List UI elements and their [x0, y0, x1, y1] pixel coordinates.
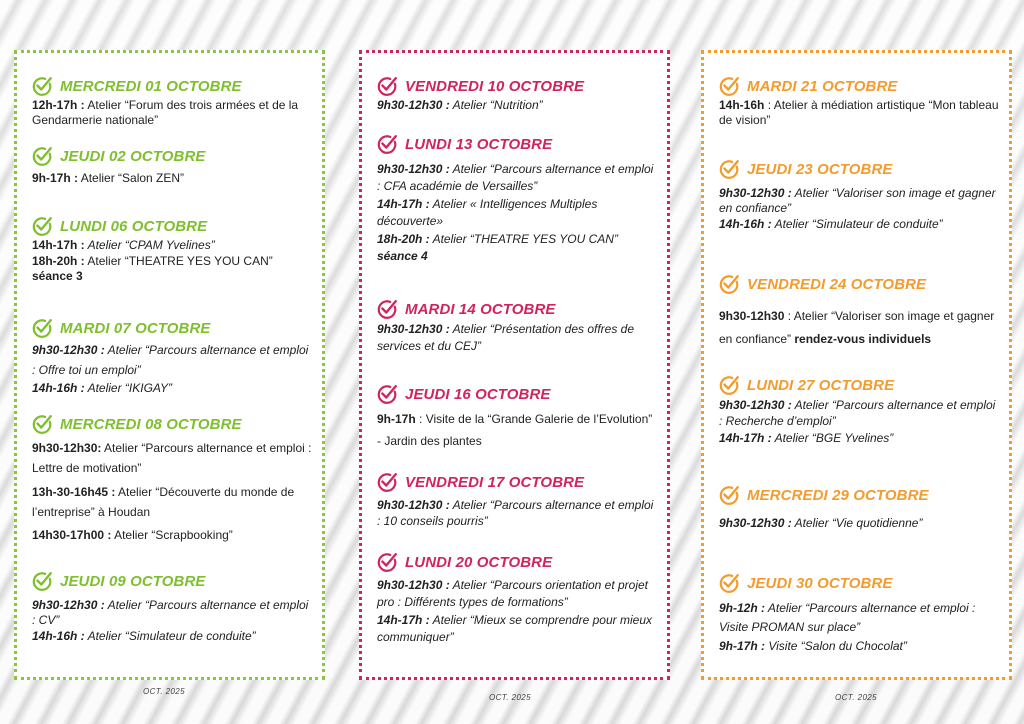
event: 9h30-12h30 : Atelier “Parcours alternance et emploi : 10 conseils pourris” [377, 498, 654, 528]
event: 14h-17h : Atelier “BGE Yvelines” [719, 431, 894, 445]
check-circle-icon [718, 572, 740, 594]
day-block [376, 298, 657, 355]
day-block [376, 75, 657, 113]
event: 9h30-12h30: Atelier “Parcours alternance et emploi : Lettre de motivation” [32, 441, 312, 475]
day-heading: VENDREDI 17 OCTOBRE [376, 471, 657, 493]
check-circle-icon [31, 145, 53, 167]
day-block [31, 570, 312, 644]
day-heading: JEUDI 23 OCTOBRE [718, 158, 999, 180]
day-heading: LUNDI 06 OCTOBRE [31, 215, 312, 237]
panel-week-2 [359, 50, 670, 680]
event: 13h-30-16h45 : Atelier “Découverte du monde de l’entreprise” à Houdan [32, 485, 295, 519]
check-circle-icon [31, 215, 53, 237]
check-circle-icon [718, 75, 740, 97]
day-heading: JEUDI 16 OCTOBRE [376, 383, 657, 405]
day-block [376, 383, 657, 452]
event: 9h30-12h30 : Atelier “Parcours alternance et emploi : Offre toi un emploi” [32, 343, 309, 377]
check-circle-icon [31, 570, 53, 592]
day-heading: JEUDI 09 OCTOBRE [31, 570, 312, 592]
day-block [31, 145, 312, 186]
event: 9h30-12h30 : Atelier “Parcours alternance et emploi : Recherche d’emploi” [719, 398, 996, 428]
day-heading: LUNDI 27 OCTOBRE [718, 374, 999, 396]
day-block [31, 75, 312, 128]
day-block [31, 215, 312, 284]
event: 9h30-12h30 : Atelier “Valoriser son image et gagner en confiance” rendez-vous individuels [719, 309, 995, 346]
event: 14h-16h : Atelier “Simulateur de conduite” [719, 217, 943, 231]
event: 14h-16h : Atelier “IKIGAY” [32, 381, 173, 395]
day-block [718, 273, 999, 351]
day-block [718, 484, 999, 531]
footer-date: OCT. 2025 [489, 693, 531, 702]
day-heading: VENDREDI 10 OCTOBRE [376, 75, 657, 97]
event: 14h-17h : Atelier “CPAM Yvelines” [32, 238, 215, 252]
day-heading: LUNDI 20 OCTOBRE [376, 551, 657, 573]
check-circle-icon [376, 551, 398, 573]
event: 9h-17h : Visite “Salon du Chocolat” [719, 639, 907, 653]
day-heading: MERCREDI 29 OCTOBRE [718, 484, 999, 506]
day-block [376, 133, 657, 265]
day-heading: MARDI 21 OCTOBRE [718, 75, 999, 97]
event: 12h-17h : Atelier “Forum des trois armées et de la Gendarmerie nationale” [32, 98, 299, 127]
event: 9h30-12h30 : Atelier “Vie quotidienne” [719, 516, 923, 530]
event: 9h30-12h30 : Atelier “Nutrition” [377, 98, 543, 112]
event: 9h30-12h30 : Atelier “Parcours alternance et emploi : CFA académie de Versailles” [377, 162, 654, 193]
check-circle-icon [718, 273, 740, 295]
event: 18h-20h : Atelier “THEATRE YES YOU CAN” séance 3 [32, 254, 273, 283]
check-circle-icon [31, 413, 53, 435]
day-block [718, 158, 999, 232]
day-heading: MERCREDI 01 OCTOBRE [31, 75, 312, 97]
event: 9h30-12h30 : Atelier “Parcours orientation et projet pro : Différents types de formations” [377, 578, 649, 609]
check-circle-icon [376, 298, 398, 320]
check-circle-icon [718, 374, 740, 396]
check-circle-icon [31, 317, 53, 339]
footer-date: OCT. 2025 [143, 687, 185, 696]
check-circle-icon [718, 158, 740, 180]
day-heading: JEUDI 30 OCTOBRE [718, 572, 999, 594]
check-circle-icon [376, 471, 398, 493]
day-heading: MARDI 07 OCTOBRE [31, 317, 312, 339]
check-circle-icon [376, 383, 398, 405]
event: 14h-16h : Atelier “Simulateur de conduite” [32, 629, 256, 643]
day-heading: MERCREDI 08 OCTOBRE [31, 413, 312, 435]
panel-week-1 [14, 50, 325, 680]
footer-date: OCT. 2025 [835, 693, 877, 702]
event: 9h30-12h30 : Atelier “Présentation des offres de services et du CEJ” [377, 322, 635, 353]
day-block [376, 471, 657, 529]
event: 9h30-12h30 : Atelier “Parcours alternance et emploi : CV” [32, 598, 309, 627]
event: 9h-17h : Visite de la “Grande Galerie de l’Evolution” - Jardin des plantes [377, 412, 653, 448]
day-block [718, 374, 999, 446]
day-block [31, 317, 312, 396]
day-heading: LUNDI 13 OCTOBRE [376, 133, 657, 155]
check-circle-icon [376, 133, 398, 155]
day-heading: JEUDI 02 OCTOBRE [31, 145, 312, 167]
event: 14h-17h : Atelier “Mieux se comprendre pour mieux communiquer” [377, 613, 652, 644]
day-block [31, 413, 312, 543]
check-circle-icon [718, 484, 740, 506]
event: 9h-12h : Atelier “Parcours alternance et emploi : Visite PROMAN sur place” [719, 601, 976, 634]
event: 14h-17h : Atelier « Intelligences Multiples découverte» [377, 197, 598, 228]
day-block [718, 572, 999, 654]
day-block [376, 551, 657, 646]
check-circle-icon [31, 75, 53, 97]
day-block [718, 75, 999, 128]
event: 9h-17h : Atelier “Salon ZEN” [32, 171, 185, 185]
event: 14h30-17h00 : Atelier “Scrapbooking” [32, 528, 233, 542]
event: 14h-16h : Atelier à médiation artistique “Mon tableau de vision” [719, 98, 999, 127]
check-circle-icon [376, 75, 398, 97]
day-heading: MARDI 14 OCTOBRE [376, 298, 657, 320]
event: 18h-20h : Atelier “THEATRE YES YOU CAN” séance 4 [377, 232, 618, 263]
panel-week-3 [701, 50, 1012, 680]
event: 9h30-12h30 : Atelier “Valoriser son image et gagner en confiance” [719, 186, 996, 215]
day-heading: VENDREDI 24 OCTOBRE [718, 273, 999, 295]
